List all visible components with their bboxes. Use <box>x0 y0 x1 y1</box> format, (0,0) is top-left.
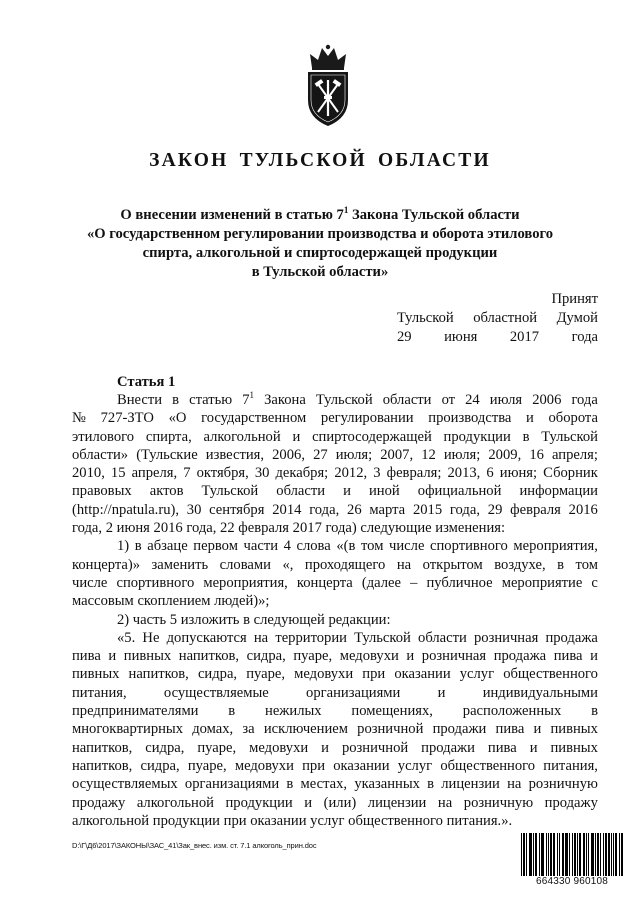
barcode-bar <box>530 833 531 877</box>
barcode-bar <box>603 833 604 877</box>
barcode-bar <box>562 833 563 877</box>
barcode-bar <box>541 833 542 877</box>
barcode-bar <box>616 833 617 877</box>
barcode-bar <box>529 833 530 877</box>
barcode-bar <box>597 833 598 877</box>
barcode-bar <box>546 833 547 877</box>
article-line: 1) в абзаце первом части 4 слова «(в том числе спортивного мероприятия, <box>117 538 598 555</box>
barcode-bar <box>613 833 614 877</box>
barcode-bar <box>553 833 554 877</box>
subtitle-line-1: О внесении изменений в статью $7^1$ Закона Тульской области <box>120 205 520 223</box>
barcode-bar <box>595 833 596 877</box>
barcode-bar <box>615 833 616 877</box>
barcode-bar <box>611 833 612 877</box>
article-line: алкогольной продукции при оказании услуг общественного питания.». <box>72 812 513 829</box>
article-line: 2010, 15 апреля, 7 октября, 30 декабря; 2012, 3 февраля; 2013, 6 июня; Сборник <box>72 465 598 482</box>
adoption-date-line: 29 июня 2017 года <box>397 329 598 345</box>
barcode-bar <box>526 833 527 877</box>
barcode-bar <box>580 833 581 877</box>
barcode-bar <box>559 833 560 877</box>
article-line: осуществляемых организациями в местах, указанных в лицензии на розничную <box>72 776 598 793</box>
barcode-bar <box>575 833 576 877</box>
barcode-bar <box>609 833 610 877</box>
barcode-bar <box>524 833 525 877</box>
barcode-bar <box>550 833 551 877</box>
barcode-bar <box>606 833 607 877</box>
article-line: продажу алкогольной продукции и (или) лицензии на розничную продажу <box>72 794 598 811</box>
barcode-bar <box>593 833 594 877</box>
barcode-bar <box>579 833 580 877</box>
article-line: «5. Не допускаются на территории Тульской области розничная продажа <box>117 629 598 646</box>
subtitle-line-4: в Тульской области» <box>251 264 389 280</box>
barcode-bar <box>542 833 543 877</box>
barcode-bar <box>574 833 575 877</box>
barcode-number: 664330 960108 <box>521 876 623 888</box>
article-line: пива и пивных напитков, сидра, пуаре, медовухи и розничная продажа пива и <box>72 648 598 665</box>
article-line: массовым скоплением людей)»; <box>72 593 270 610</box>
adoption-body-line: Тульской областной Думой <box>397 310 598 326</box>
article-line: напитков, сидра, пуаре, медовухи при оказании услуг общественного питания, <box>72 757 598 774</box>
law-subtitle <box>70 206 570 282</box>
barcode-bar <box>600 833 601 877</box>
barcode-bar <box>543 833 544 877</box>
barcode-bar <box>622 833 623 877</box>
barcode-bar <box>554 833 555 877</box>
law-title: ЗАКОН ТУЛЬСКОЙ ОБЛАСТИ <box>149 150 491 171</box>
barcode-bar <box>521 833 522 877</box>
barcode-bar <box>592 833 593 877</box>
barcode-bar <box>563 833 564 877</box>
file-path: D:\Г\Д6\2017\ЗАКОНЫ\ЗАС_41\Зак_внес. изм. ст. 7.1 алкоголь_прин.doc <box>72 841 317 850</box>
article-line: многоквартирных домах, за исключением розничной продажи пива и пивных <box>72 721 598 738</box>
article-line: концерта)» заменить словами «, проходящего на открытом воздухе, в том <box>72 556 598 573</box>
article-line: напитков, сидра, пуаре, медовухи и розничной продажи пива и пивных <box>72 739 598 756</box>
barcode-bar <box>605 833 606 877</box>
barcode-bar <box>523 833 524 877</box>
barcode-bar <box>569 833 570 877</box>
barcode-bar <box>577 833 578 877</box>
barcode-bar <box>567 833 568 877</box>
article-body <box>72 391 598 830</box>
article-line: года, 2 июня 2016 года, 22 февраля 2017 года) следующие изменения: <box>72 520 506 537</box>
subtitle-line-3: спирта, алкогольной и спиртосодержащей продукции <box>142 245 498 261</box>
barcode-bar <box>619 833 620 877</box>
barcode-bar <box>621 833 622 877</box>
barcode-bar <box>536 833 537 877</box>
article-line: этилового спирта, алкогольной и спиртосодержащей продукции в Тульской <box>72 428 598 445</box>
adoption-label-line <box>397 290 598 309</box>
article-line: № 727-ЗТО «О государственном регулировании производства и оборота <box>72 410 598 427</box>
barcode-bar <box>591 833 592 877</box>
article-line: области» (Тульские известия, 2006, 27 июля; 2007, 12 июля; 2009, 16 апреля; <box>72 446 598 463</box>
adoption-block <box>397 290 598 347</box>
coat-of-arms-icon <box>300 44 356 128</box>
barcode-bar <box>548 833 549 877</box>
barcode-bar <box>531 833 532 877</box>
barcode-bar <box>557 833 558 877</box>
barcode-bar <box>566 833 567 877</box>
article-line: питания, осуществляемые организациями и индивидуальными <box>72 684 598 701</box>
subtitle-line-2: «О государственном регулировании производства и оборота этилового <box>86 226 554 242</box>
article-line: Внести в статью $7^1$ Закона Тульской области от 24 июля 2006 года <box>117 390 598 408</box>
barcode-bar <box>539 833 540 877</box>
barcode-bar <box>533 833 534 877</box>
barcode-bar <box>565 833 566 877</box>
article-line: 2) часть 5 изложить в следующей редакции: <box>117 611 391 628</box>
article-line: числе спортивного мероприятия, концерта (далее – публичное мероприятие с <box>72 574 598 591</box>
barcode-bar <box>535 833 536 877</box>
barcode-bar <box>584 833 585 877</box>
barcode-bar <box>586 833 587 877</box>
barcode-bar <box>583 833 584 877</box>
article-line: предпринимателями в нежилых помещениях, расположенных в <box>72 703 598 720</box>
barcode-bar <box>598 833 599 877</box>
article-line: пивных напитков, сидра, пуаре, медовухи при оказании услуг общественного <box>72 666 598 683</box>
article-title: Статья 1 <box>117 374 176 390</box>
barcode-bar <box>588 833 589 877</box>
barcode-bar <box>608 833 609 877</box>
adoption-label: Принят <box>551 291 598 307</box>
barcode-bar <box>551 833 552 877</box>
barcode-bar <box>572 833 573 877</box>
article-line: (http://npatula.ru), 30 сентября 2014 года, 26 марта 2015 года, 29 февраля 2016 <box>72 501 598 518</box>
article-line: правовых актов Тульской области и иной официальной информации <box>72 483 598 500</box>
